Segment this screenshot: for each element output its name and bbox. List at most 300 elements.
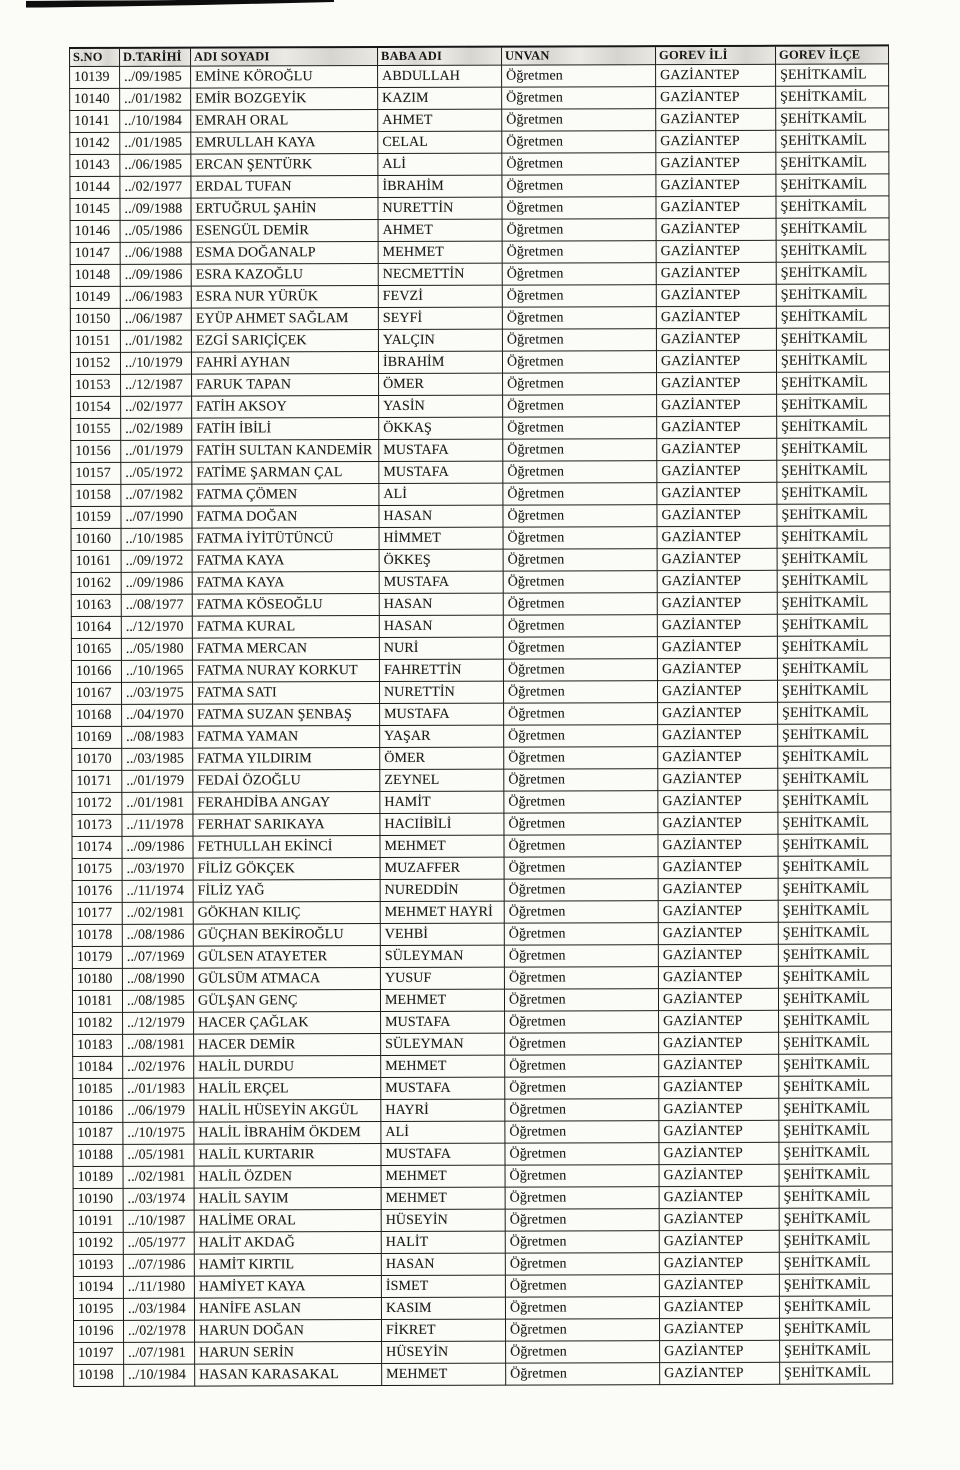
cell-birth-date: ../11/1974 (122, 880, 193, 902)
cell-full-name: HALİT AKDAĞ (194, 1232, 381, 1255)
table-row (72, 878, 891, 903)
table-row (71, 636, 890, 661)
cell-duty-province: GAZİANTEP (659, 1054, 779, 1076)
cell-title: Öğretmen (505, 1099, 659, 1121)
cell-title: Öğretmen (504, 725, 658, 747)
cell-title: Öğretmen (504, 857, 658, 879)
cell-duty-district: ŞEHİTKAMİL (776, 350, 889, 372)
cell-duty-province: GAZİANTEP (660, 1362, 780, 1384)
cell-duty-province: GAZİANTEP (659, 1032, 779, 1054)
cell-title: Öğretmen (505, 1165, 659, 1187)
cell-full-name: HARUN SERİN (195, 1342, 382, 1365)
cell-sno: 10167 (71, 682, 121, 704)
cell-father-name: AHMET (378, 219, 502, 241)
table-row (73, 1274, 892, 1299)
table-row (73, 1296, 892, 1321)
cell-duty-district: ŞEHİTKAMİL (777, 460, 890, 482)
cell-title: Öğretmen (506, 1341, 660, 1363)
cell-title: Öğretmen (504, 769, 658, 791)
cell-full-name: ESRA KAZOĞLU (191, 264, 378, 287)
cell-duty-district: ŞEHİTKAMİL (779, 1054, 892, 1076)
cell-title: Öğretmen (503, 395, 657, 417)
cell-duty-district: ŞEHİTKAMİL (776, 240, 889, 262)
cell-full-name: HALİL ERÇEL (194, 1078, 381, 1101)
cell-sno: 10151 (70, 330, 120, 352)
cell-full-name: GÜLSEN ATAYETER (193, 946, 380, 969)
cell-sno: 10174 (72, 836, 122, 858)
column-header-title: UNVAN (502, 46, 656, 65)
cell-full-name: FATMA KÖSEOĞLU (192, 594, 379, 617)
cell-duty-province: GAZİANTEP (658, 724, 778, 746)
cell-full-name: FATMA KAYA (192, 572, 379, 595)
cell-duty-province: GAZİANTEP (656, 284, 776, 306)
cell-birth-date: ../07/1986 (123, 1254, 194, 1276)
cell-father-name: MEHMET (381, 1187, 505, 1209)
cell-birth-date: ../07/1990 (121, 506, 192, 528)
cell-father-name: MEHMET (378, 241, 502, 263)
cell-title: Öğretmen (502, 153, 656, 175)
cell-birth-date: ../11/1980 (123, 1276, 194, 1298)
table-row (70, 86, 889, 111)
cell-title: Öğretmen (503, 505, 657, 527)
cell-full-name: FİLİZ GÖKÇEK (193, 858, 380, 881)
cell-father-name: HAYRİ (381, 1099, 505, 1121)
cell-duty-province: GAZİANTEP (656, 240, 776, 262)
cell-duty-district: ŞEHİTKAMİL (779, 1186, 892, 1208)
cell-father-name: ÖMER (379, 373, 503, 395)
cell-father-name: MUSTAFA (381, 1077, 505, 1099)
cell-title: Öğretmen (503, 549, 657, 571)
cell-father-name: MUSTAFA (381, 1143, 505, 1165)
cell-full-name: FATMA NURAY KORKUT (192, 660, 379, 683)
cell-sno: 10147 (70, 242, 120, 264)
cell-duty-province: GAZİANTEP (658, 834, 778, 856)
cell-duty-district: ŞEHİTKAMİL (779, 1032, 892, 1054)
cell-title: Öğretmen (505, 1077, 659, 1099)
cell-duty-province: GAZİANTEP (657, 460, 777, 482)
cell-birth-date: ../07/1982 (121, 484, 192, 506)
cell-sno: 10177 (72, 902, 122, 924)
cell-sno: 10164 (71, 616, 121, 638)
cell-father-name: HAMİT (380, 791, 504, 813)
cell-full-name: FATMA KAYA (192, 550, 379, 573)
cell-father-name: ALİ (381, 1121, 505, 1143)
cell-title: Öğretmen (502, 285, 656, 307)
cell-duty-district: ŞEHİTKAMİL (780, 1340, 893, 1362)
cell-duty-district: ŞEHİTKAMİL (778, 966, 891, 988)
table-row (73, 1010, 892, 1035)
cell-father-name: HASAN (379, 615, 503, 637)
cell-sno: 10196 (74, 1320, 124, 1342)
cell-sno: 10161 (71, 550, 121, 572)
cell-duty-province: GAZİANTEP (659, 1120, 779, 1142)
cell-father-name: YASİN (379, 395, 503, 417)
cell-duty-province: GAZİANTEP (657, 394, 777, 416)
cell-sno: 10155 (71, 418, 121, 440)
cell-duty-province: GAZİANTEP (659, 1208, 779, 1230)
cell-full-name: HASAN KARASAKAL (195, 1364, 382, 1387)
cell-duty-district: ŞEHİTKAMİL (779, 1208, 892, 1230)
cell-birth-date: ../09/1986 (122, 836, 193, 858)
cell-full-name: FATMA MERCAN (192, 638, 379, 661)
cell-duty-province: GAZİANTEP (658, 702, 778, 724)
cell-title: Öğretmen (502, 109, 656, 131)
cell-full-name: GÜLSÜM ATMACA (193, 968, 380, 991)
cell-duty-province: GAZİANTEP (656, 86, 776, 108)
cell-full-name: EYÜP AHMET SAĞLAM (191, 308, 378, 331)
cell-sno: 10160 (71, 528, 121, 550)
cell-duty-district: ŞEHİTKAMİL (776, 306, 889, 328)
cell-duty-province: GAZİANTEP (659, 1010, 779, 1032)
cell-birth-date: ../06/1987 (120, 308, 191, 330)
table-row (74, 1318, 893, 1343)
cell-duty-district: ŞEHİTKAMİL (779, 1274, 892, 1296)
cell-birth-date: ../08/1990 (122, 968, 193, 990)
cell-full-name: EMİR BOZGEYİK (191, 88, 378, 111)
cell-father-name: ÖMER (380, 747, 504, 769)
cell-sno: 10140 (70, 88, 120, 110)
cell-father-name: HÜSEYİN (381, 1209, 505, 1231)
table-row (73, 1142, 892, 1167)
cell-title: Öğretmen (504, 945, 658, 967)
cell-sno: 10179 (72, 946, 122, 968)
cell-father-name: FEVZİ (378, 285, 502, 307)
cell-birth-date: ../10/1965 (121, 660, 192, 682)
cell-sno: 10178 (72, 924, 122, 946)
cell-duty-district: ŞEHİTKAMİL (779, 1296, 892, 1318)
cell-full-name: HAMİT KIRTIL (194, 1254, 381, 1277)
cell-duty-district: ŞEHİTKAMİL (777, 636, 890, 658)
cell-sno: 10145 (70, 198, 120, 220)
cell-duty-province: GAZİANTEP (660, 1340, 780, 1362)
cell-duty-district: ŞEHİTKAMİL (777, 482, 890, 504)
cell-sno: 10172 (72, 792, 122, 814)
cell-title: Öğretmen (502, 329, 656, 351)
table-row (73, 1208, 892, 1233)
cell-father-name: ÖKKEŞ (379, 549, 503, 571)
cell-sno: 10193 (73, 1254, 123, 1276)
cell-father-name: NUREDDİN (380, 879, 504, 901)
cell-title: Öğretmen (503, 373, 657, 395)
cell-father-name: ALİ (379, 483, 503, 505)
cell-birth-date: ../02/1981 (123, 1166, 194, 1188)
cell-birth-date: ../10/1975 (123, 1122, 194, 1144)
cell-birth-date: ../05/1981 (123, 1144, 194, 1166)
cell-duty-district: ŞEHİTKAMİL (777, 680, 890, 702)
table-row (70, 152, 889, 177)
cell-title: Öğretmen (505, 1033, 659, 1055)
table-row (70, 284, 889, 309)
cell-full-name: HANİFE ASLAN (194, 1298, 381, 1321)
cell-father-name: ÖKKAŞ (379, 417, 503, 439)
table-row (74, 1340, 893, 1365)
table-row (70, 196, 889, 221)
cell-duty-province: GAZİANTEP (656, 174, 776, 196)
column-header-father-name: BABA ADI (378, 47, 502, 66)
cell-title: Öğretmen (505, 1297, 659, 1319)
cell-duty-province: GAZİANTEP (656, 262, 776, 284)
cell-father-name: MUZAFFER (380, 857, 504, 879)
cell-duty-district: ŞEHİTKAMİL (779, 1076, 892, 1098)
cell-sno: 10142 (70, 132, 120, 154)
cell-father-name: SÜLEYMAN (381, 1033, 505, 1055)
cell-full-name: FATİH AKSOY (192, 396, 379, 419)
cell-father-name: KASIM (381, 1297, 505, 1319)
cell-birth-date: ../02/1977 (121, 396, 192, 418)
cell-duty-district: ŞEHİTKAMİL (777, 504, 890, 526)
table-row (70, 64, 889, 89)
table-row (70, 218, 889, 243)
cell-sno: 10169 (72, 726, 122, 748)
cell-duty-province: GAZİANTEP (656, 196, 776, 218)
cell-sno: 10183 (73, 1034, 123, 1056)
table-row (71, 614, 890, 639)
cell-duty-province: GAZİANTEP (656, 350, 776, 372)
table-row (73, 1230, 892, 1255)
cell-title: Öğretmen (505, 1209, 659, 1231)
cell-birth-date: ../02/1981 (122, 902, 193, 924)
cell-title: Öğretmen (503, 637, 657, 659)
cell-duty-district: ŞEHİTKAMİL (778, 900, 891, 922)
cell-duty-province: GAZİANTEP (658, 900, 778, 922)
cell-sno: 10197 (74, 1342, 124, 1364)
cell-duty-district: ŞEHİTKAMİL (777, 570, 890, 592)
cell-duty-province: GAZİANTEP (656, 306, 776, 328)
table-row (70, 306, 889, 331)
cell-birth-date: ../08/1977 (121, 594, 192, 616)
cell-sno: 10144 (70, 176, 120, 198)
cell-duty-province: GAZİANTEP (657, 372, 777, 394)
table-row (72, 966, 891, 991)
cell-father-name: MEHMET HAYRİ (380, 901, 504, 923)
cell-birth-date: ../05/1972 (121, 462, 192, 484)
cell-duty-district: ŞEHİTKAMİL (778, 768, 891, 790)
cell-sno: 10168 (72, 704, 122, 726)
cell-father-name: ALİ (378, 153, 502, 175)
cell-duty-district: ŞEHİTKAMİL (777, 548, 890, 570)
cell-duty-province: GAZİANTEP (656, 108, 776, 130)
table-row (70, 174, 889, 199)
table-row (74, 1362, 893, 1387)
cell-sno: 10173 (72, 814, 122, 836)
cell-full-name: HALİME ORAL (194, 1210, 381, 1233)
cell-sno: 10139 (70, 66, 120, 88)
cell-title: Öğretmen (504, 813, 658, 835)
cell-duty-district: ŞEHİTKAMİL (776, 108, 889, 130)
cell-father-name: CELAL (378, 131, 502, 153)
cell-father-name: NURİ (379, 637, 503, 659)
cell-duty-province: GAZİANTEP (658, 878, 778, 900)
cell-title: Öğretmen (505, 1319, 659, 1341)
table-row (70, 350, 889, 375)
cell-sno: 10150 (70, 308, 120, 330)
cell-father-name: HASAN (379, 505, 503, 527)
cell-title: Öğretmen (505, 1275, 659, 1297)
cell-duty-district: ŞEHİTKAMİL (776, 152, 889, 174)
cell-title: Öğretmen (503, 439, 657, 461)
cell-sno: 10187 (73, 1122, 123, 1144)
cell-father-name: AHMET (378, 109, 502, 131)
cell-father-name: MEHMET (380, 989, 504, 1011)
cell-duty-province: GAZİANTEP (657, 636, 777, 658)
cell-duty-province: GAZİANTEP (658, 790, 778, 812)
cell-full-name: ESENGÜL DEMİR (191, 220, 378, 243)
cell-title: Öğretmen (502, 351, 656, 373)
cell-full-name: HALİL SAYIM (194, 1188, 381, 1211)
cell-birth-date: ../09/1988 (120, 198, 191, 220)
table-row (71, 680, 890, 705)
cell-duty-province: GAZİANTEP (659, 1164, 779, 1186)
cell-title: Öğretmen (502, 65, 656, 87)
cell-duty-province: GAZİANTEP (659, 1142, 779, 1164)
cell-duty-province: GAZİANTEP (657, 570, 777, 592)
cell-birth-date: ../10/1984 (120, 110, 191, 132)
cell-full-name: EMRAH ORAL (191, 110, 378, 133)
cell-birth-date: ../02/1976 (123, 1056, 194, 1078)
cell-duty-district: ŞEHİTKAMİL (778, 746, 891, 768)
table-row (72, 988, 891, 1013)
cell-birth-date: ../03/1974 (123, 1188, 194, 1210)
cell-birth-date: ../01/1979 (121, 440, 192, 462)
cell-duty-province: GAZİANTEP (656, 130, 776, 152)
cell-sno: 10198 (74, 1364, 124, 1386)
cell-father-name: İBRAHİM (378, 351, 502, 373)
cell-duty-district: ŞEHİTKAMİL (777, 658, 890, 680)
cell-title: Öğretmen (503, 681, 657, 703)
cell-father-name: HASAN (379, 593, 503, 615)
cell-birth-date: ../08/1985 (122, 990, 193, 1012)
cell-title: Öğretmen (502, 87, 656, 109)
cell-full-name: GÜÇHAN BEKİROĞLU (193, 924, 380, 947)
cell-duty-district: ŞEHİTKAMİL (779, 1142, 892, 1164)
cell-sno: 10186 (73, 1100, 123, 1122)
cell-birth-date: ../02/1977 (120, 176, 191, 198)
cell-duty-district: ŞEHİTKAMİL (777, 592, 890, 614)
table-row (70, 262, 889, 287)
cell-sno: 10181 (72, 990, 122, 1012)
cell-full-name: HALİL ÖZDEN (194, 1166, 381, 1189)
table-row (73, 1076, 892, 1101)
cell-title: Öğretmen (503, 593, 657, 615)
cell-sno: 10157 (71, 462, 121, 484)
table-row (72, 724, 891, 749)
cell-full-name: GÖKHAN KILIÇ (193, 902, 380, 925)
cell-sno: 10141 (70, 110, 120, 132)
cell-full-name: HALİL HÜSEYİN AKGÜL (194, 1100, 381, 1123)
cell-title: Öğretmen (502, 175, 656, 197)
cell-sno: 10194 (73, 1276, 123, 1298)
cell-father-name: MUSTAFA (379, 571, 503, 593)
table-row (72, 944, 891, 969)
table-row (71, 570, 890, 595)
cell-duty-district: ŞEHİTKAMİL (776, 130, 889, 152)
table-row (71, 658, 890, 683)
cell-birth-date: ../10/1984 (124, 1364, 195, 1386)
cell-duty-district: ŞEHİTKAMİL (779, 1230, 892, 1252)
cell-duty-district: ŞEHİTKAMİL (776, 64, 889, 86)
cell-duty-district: ŞEHİTKAMİL (778, 724, 891, 746)
cell-full-name: HAMİYET KAYA (194, 1276, 381, 1299)
cell-full-name: ERDAL TUFAN (191, 176, 378, 199)
table-row (71, 548, 890, 573)
cell-full-name: FEDAİ ÖZOĞLU (193, 770, 380, 793)
cell-full-name: FERHAT SARIKAYA (193, 814, 380, 837)
cell-birth-date: ../12/1970 (121, 616, 192, 638)
cell-duty-province: GAZİANTEP (658, 922, 778, 944)
cell-title: Öğretmen (504, 879, 658, 901)
cell-duty-district: ŞEHİTKAMİL (779, 1318, 892, 1340)
table-row (73, 1252, 892, 1277)
cell-father-name: NURETTİN (378, 197, 502, 219)
cell-father-name: MUSTAFA (379, 461, 503, 483)
cell-sno: 10180 (72, 968, 122, 990)
cell-duty-district: ŞEHİTKAMİL (780, 1362, 893, 1384)
table-row (72, 856, 891, 881)
cell-duty-province: GAZİANTEP (657, 614, 777, 636)
table-row (70, 130, 889, 155)
cell-duty-district: ŞEHİTKAMİL (776, 328, 889, 350)
cell-duty-district: ŞEHİTKAMİL (779, 1010, 892, 1032)
cell-sno: 10149 (70, 286, 120, 308)
cell-duty-district: ŞEHİTKAMİL (779, 1252, 892, 1274)
cell-birth-date: ../09/1985 (120, 66, 191, 88)
cell-father-name: KAZIM (378, 87, 502, 109)
table-row (73, 1032, 892, 1057)
cell-full-name: ERTUĞRUL ŞAHİN (191, 198, 378, 221)
table-row (73, 1120, 892, 1145)
cell-duty-province: GAZİANTEP (657, 680, 777, 702)
cell-birth-date: ../08/1981 (123, 1034, 194, 1056)
table-row (72, 922, 891, 947)
cell-sno: 10153 (71, 374, 121, 396)
cell-full-name: FATMA YILDIRIM (193, 748, 380, 771)
cell-birth-date: ../11/1978 (122, 814, 193, 836)
cell-title: Öğretmen (505, 1011, 659, 1033)
cell-full-name: HALİL DURDU (194, 1056, 381, 1079)
cell-duty-province: GAZİANTEP (656, 218, 776, 240)
cell-birth-date: ../08/1986 (122, 924, 193, 946)
cell-sno: 10163 (71, 594, 121, 616)
table-row (71, 438, 890, 463)
cell-duty-province: GAZİANTEP (659, 1230, 779, 1252)
cell-father-name: YUSUF (380, 967, 504, 989)
cell-duty-district: ŞEHİTKAMİL (779, 1164, 892, 1186)
cell-title: Öğretmen (505, 1187, 659, 1209)
column-header-sno: S.NO (70, 48, 120, 67)
cell-duty-district: ŞEHİTKAMİL (778, 790, 891, 812)
cell-sno: 10176 (72, 880, 122, 902)
cell-sno: 10166 (71, 660, 121, 682)
cell-duty-province: GAZİANTEP (657, 526, 777, 548)
cell-birth-date: ../04/1970 (122, 704, 193, 726)
cell-birth-date: ../08/1983 (122, 726, 193, 748)
cell-birth-date: ../02/1989 (121, 418, 192, 440)
table-row (73, 1186, 892, 1211)
cell-sno: 10182 (73, 1012, 123, 1034)
cell-title: Öğretmen (505, 1143, 659, 1165)
cell-sno: 10190 (73, 1188, 123, 1210)
cell-duty-province: GAZİANTEP (656, 328, 776, 350)
cell-title: Öğretmen (504, 703, 658, 725)
cell-title: Öğretmen (503, 571, 657, 593)
cell-birth-date: ../01/1981 (122, 792, 193, 814)
cell-full-name: EMİNE KÖROĞLU (191, 66, 378, 89)
cell-full-name: GÜLŞAN GENÇ (193, 990, 380, 1013)
table-row (72, 702, 891, 727)
cell-title: Öğretmen (503, 483, 657, 505)
cell-full-name: HARUN DOĞAN (195, 1320, 382, 1343)
cell-duty-province: GAZİANTEP (657, 548, 777, 570)
